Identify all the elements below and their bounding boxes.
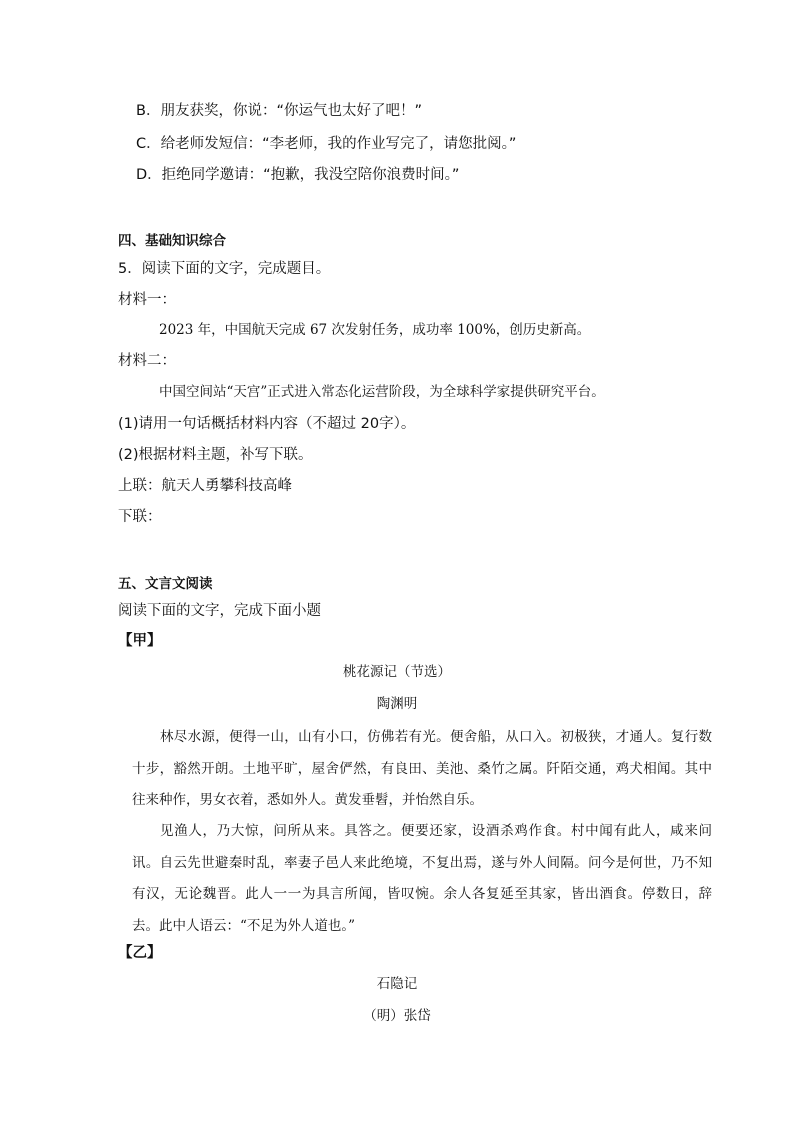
- passage-jia-author: 陶渊明: [376, 696, 418, 712]
- lower-couplet: 下联：: [118, 509, 162, 525]
- passage-jia-paragraph-2: 见渔人，乃大惊，问所从来。具答之。便要还家，设酒杀鸡作食。村中闻有此人，咸来问讯。自云先世避秦时乱，率妻子邑人来此绝境，不复出焉，遂与外人间隔。问今是何世，乃不知有汉，无论魏晋。此人一一为具言所闻，皆叹惋。余人各复延至其家，皆出酒食。停数日，辞去。此中人语云：“不足为外人道也。”: [132, 823, 712, 934]
- material2-text: 中国空间站“天宫”正式进入常态化运营阶段，为全球科学家提供研究平台。: [159, 384, 605, 400]
- section4-heading: 四、基础知识综合: [118, 233, 226, 249]
- option-c: C．给老师发短信：“李老师，我的作业写完了，请您批阅。”: [136, 136, 517, 152]
- passage-yi-author: （明）张岱: [363, 1008, 431, 1024]
- subquestion-2: (2)根据材料主题，补写下联。: [118, 447, 313, 463]
- section5-heading: 五、文言文阅读: [118, 576, 213, 592]
- material1-text: 2023 年，中国航天完成 67 次发射任务，成功率 100%，创历史新高。: [159, 322, 591, 338]
- passage-yi-title: 石隐记: [376, 976, 418, 992]
- option-b: B．朋友获奖，你说：“你运气也太好了吧！”: [136, 103, 422, 119]
- subquestion-1: (1)请用一句话概括材料内容（不超过 20字）。: [118, 416, 416, 432]
- question-5: 5．阅读下面的文字，完成题目。: [118, 261, 331, 277]
- option-d: D．拒绝同学邀请：“抱歉，我没空陪你浪费时间。”: [136, 167, 460, 183]
- material2-label: 材料二：: [118, 353, 176, 369]
- passage-jia-label: 【甲】: [118, 633, 162, 649]
- upper-couplet: 上联：航天人勇攀科技高峰: [118, 478, 292, 494]
- passage-yi-label: 【乙】: [118, 945, 162, 961]
- passage-jia-title: 桃花源记（节选）: [343, 664, 451, 680]
- passage-jia-paragraph-1: 林尽水源，便得一山，山有小口，仿佛若有光。便舍船，从口入。初极狭，才通人。复行数十步，豁然开朗。土地平旷，屋舍俨然，有良田、美池、桑竹之属。阡陌交通，鸡犬相闻。其中往来种作，男女衣着，悉如外人。黄发垂髫，并怡然自乐。: [132, 729, 712, 808]
- material1-label: 材料一：: [118, 292, 176, 308]
- section5-instruction: 阅读下面的文字，完成下面小题: [118, 603, 321, 619]
